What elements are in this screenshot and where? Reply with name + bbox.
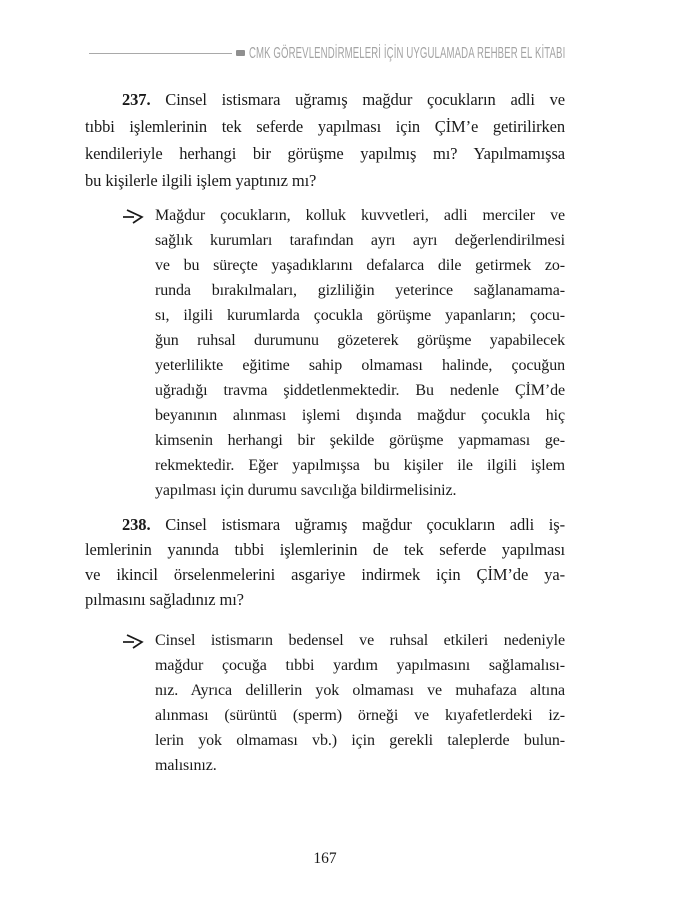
text-line: lerin yok olmaması vb.) için gerekli taleplerde bulun- — [155, 732, 565, 749]
paragraph-lines — [85, 537, 565, 612]
running-header-title: CMK GÖREVLENDİRMELERİ İÇİN UYGULAMADA REHBER EL KİTABI — [248, 45, 565, 62]
text-line: nız. Ayrıca delillerin yok olmaması ve muhafaza altına — [155, 682, 565, 699]
paragraph-237 — [85, 86, 565, 194]
item-number: 238. — [122, 515, 151, 534]
text-line: rekmektedir. Eğer yapılmışsa bu kişiler ile ilgili işlem — [155, 457, 565, 474]
text-line: beyanının alınması işlemi dışında mağdur çocukla hiç — [155, 407, 565, 424]
text-line: malısınız. — [155, 757, 217, 774]
paragraph-first-line — [85, 512, 565, 537]
text-line: tıbbi işlemlerinin tek seferde yapılması için ÇİM’e getirilirken — [85, 117, 565, 136]
text-line: alınması (sürüntü (sperm) örneği ve kıyafetlerdeki iz- — [155, 707, 565, 724]
bullet-item-237 — [85, 203, 565, 503]
paragraph-lines — [85, 113, 565, 194]
bullet-text-lines — [155, 203, 565, 503]
item-number: 237. — [122, 90, 151, 109]
text-line: sı, ilgili kurumlarda çocukla görüşme yapanların; çocu- — [155, 307, 565, 324]
bullet-item-238 — [85, 628, 565, 778]
paragraph-238 — [85, 512, 565, 612]
text-line: ve ikincil örselenmelerini asgariye indirmek için ÇİM’de ya- — [85, 565, 565, 584]
text-line: yapılması için durumu savcılığa bildirmelisiniz. — [155, 482, 457, 499]
text-line: Mağdur çocukların, kolluk kuvvetleri, adli merciler ve — [155, 207, 565, 224]
header-rule-square — [236, 50, 245, 56]
arrow-right-icon — [122, 628, 155, 654]
text-line: Cinsel istismarın bedensel ve ruhsal etkileri nedeniyle — [155, 632, 565, 649]
text-line: lemlerinin yanında tıbbi işlemlerinin de tek seferde yapılması — [85, 540, 565, 559]
text-line: ğun ruhsal durumunu gözeterek görüşme yapabilecek — [155, 332, 565, 349]
first-line-text: Cinsel istismara uğramış mağdur çocukların adli ve — [165, 90, 565, 109]
text-line: pılmasını sağladınız mı? — [85, 590, 244, 609]
first-line-text: Cinsel istismara uğramış mağdur çocukların adli iş- — [165, 515, 566, 534]
text-line: runda bırakılmaları, gizliliğin yeterince sağlanamama- — [155, 282, 565, 299]
text-line: ve bu süreçte yaşadıklarını defalarca dile getirmek zo- — [155, 257, 565, 274]
text-line: sağlık kurumları tarafından ayrı ayrı değerlendirilmesi — [155, 232, 565, 249]
text-line: kimsenin herhangi bir şekilde görüşme yapmaması ge- — [155, 432, 565, 449]
arrow-right-icon — [122, 203, 155, 229]
paragraph-first-line — [85, 86, 565, 113]
text-line: uğradığı travma şiddetlenmektedir. Bu nedenle ÇİM’de — [155, 382, 565, 399]
page-header — [85, 44, 565, 64]
bullet-text-lines — [155, 628, 565, 778]
header-rule-line — [89, 53, 232, 54]
text-line: mağdur çocuğa tıbbi yardım yapılmasını sağlamalısı- — [155, 657, 565, 674]
text-line: kendileriyle herhangi bir görüşme yapılmış mı? Yapılmamışsa — [85, 144, 565, 163]
text-line: bu kişilerle ilgili işlem yaptınız mı? — [85, 171, 317, 190]
page-number: 167 — [313, 850, 337, 867]
text-line: yeterlilikte eğitime sahip olmaması halinde, çocuğun — [155, 357, 565, 374]
